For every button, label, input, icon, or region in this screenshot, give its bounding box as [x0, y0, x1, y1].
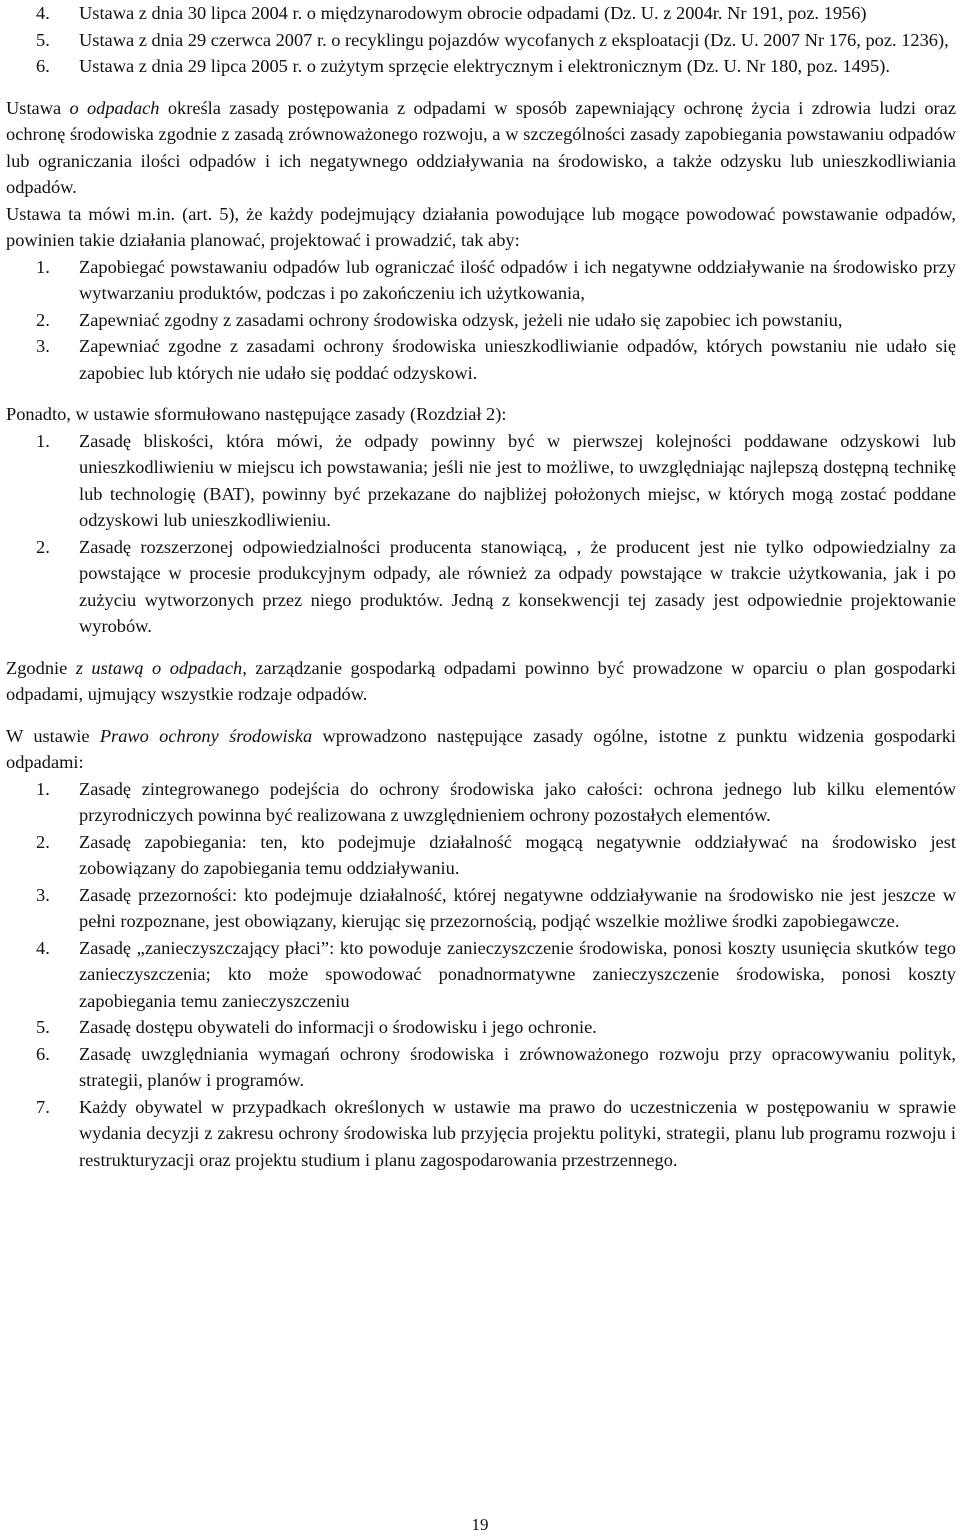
- italic-act-title: o odpadach: [69, 97, 160, 118]
- text-run: Zgodnie: [6, 657, 76, 678]
- list-number: 2.: [36, 536, 50, 557]
- list-text: Zasadę zintegrowanego podejścia do ochrony środowiska jako całości: ochrona jednego lub kilku elementów przyrodniczych powinna być realizowana z uwzględnieniem ochrony pozostałych elementów.: [79, 778, 956, 825]
- italic-act-title: Prawo ochrony środowiska: [99, 725, 313, 746]
- list-item: [6, 1041, 956, 1094]
- list-item: [6, 307, 956, 334]
- list-number: 4.: [36, 3, 50, 23]
- obligations-list: [6, 254, 956, 387]
- environmental-law-paragraph: [6, 723, 956, 776]
- list-number: 5.: [36, 1017, 50, 1037]
- general-principles-list: [6, 776, 956, 1174]
- list-number: 6.: [36, 56, 50, 76]
- principles-list: [6, 428, 956, 640]
- list-item: [6, 254, 956, 307]
- list-text: Ustawa z dnia 29 lipca 2005 r. o zużytym sprzęcie elektrycznym i elektronicznym (Dz. U. Nr 180, poz. 1495).: [79, 56, 890, 76]
- document-body: [6, 0, 956, 1173]
- list-text: Ustawa z dnia 29 czerwca 2007 r. o recyklingu pojazdów wycofanych z eksploatacji (Dz. U. 2007 Nr 176, poz. 1236),: [79, 29, 949, 50]
- list-number: 2.: [36, 309, 50, 330]
- list-number: 4.: [36, 937, 50, 958]
- list-number: 6.: [36, 1043, 50, 1064]
- list-item: [6, 333, 956, 386]
- list-text: Zapewniać zgodne z zasadami ochrony środowiska unieszkodliwianie odpadów, których powstaniu nie udało się zapobiec lub których nie udało się poddać odzyskowi.: [79, 336, 956, 383]
- text-run: zarządzanie gospodarką odpadami powinno być prowadzone w oparciu o plan gospodarki odpadami, ujmujący wszystkie rodzaje odpadów.: [6, 657, 956, 704]
- list-item: [6, 882, 956, 935]
- list-text: Zasadę bliskości, która mówi, że odpady powinny być w pierwszej kolejności poddawane odzyskowi lub unieszkodliwieniu w miejscu ich powstawania; jeśli nie jest to możliwe, to uwzględniając najlepszą dostępną technikę lub technologię (BAT), powinny być przekazane do najbliżej położonych miejsc, w których mogą zostać poddane odzyskowi lub unieszkodliwieniu.: [79, 430, 956, 530]
- page-number: 19: [471, 1515, 489, 1534]
- list-item: [6, 829, 956, 882]
- article-5-paragraph: Ustawa ta mówi m.in. (art. 5), że każdy podejmujący działania powodujące lub mogące powodować powstawanie odpadów, powinien takie działania planować, projektować i prowadzić, tak aby:: [6, 203, 956, 250]
- text-run: Ustawa: [6, 97, 70, 118]
- list-number: 2.: [36, 831, 50, 852]
- list-number: 1.: [36, 256, 50, 277]
- text-run: wprowadzono następujące zasady ogólne, istotne z punktu widzenia gospodarki odpadami:: [6, 725, 956, 772]
- list-item: [6, 1014, 956, 1041]
- list-text: Zasadę uwzględniania wymagań ochrony środowiska i zrównoważonego rozwoju przy opracowywaniu polityk, strategii, planów i programów.: [79, 1043, 956, 1090]
- list-item: [6, 534, 956, 640]
- waste-plan-paragraph: [6, 655, 956, 708]
- waste-act-paragraph: [6, 95, 956, 201]
- list-number: 1.: [36, 430, 50, 451]
- list-text: Każdy obywatel w przypadkach określonych w ustawie ma prawo do uczestniczenia w postępowaniu w sprawie wydania decyzji z zakresu ochrony środowiska lub przyjęcia projektu polityki, strategii, planu lub programu rozwoju i restrukturyzacji oraz projektu studium i planu zagospodarowania przestrzennego.: [79, 1096, 956, 1170]
- list-text: Zasadę „zanieczyszczający płaci”: kto powoduje zanieczyszczenie środowiska, ponosi koszty usunięcia skutków tego zanieczyszczenia; kto może spowodować ponadnormatywne zanieczyszczenie środowiska, ponosi koszty zapobiegania temu zanieczyszczeniu: [79, 937, 956, 1011]
- list-item: [6, 1094, 956, 1174]
- list-text: Zasadę zapobiegania: ten, kto podejmuje działalność mogącą negatywnie oddziaływać na środowisko jest zobowiązany do zapobiegania temu oddziaływaniu.: [79, 831, 956, 878]
- list-text: Zapobiegać powstawaniu odpadów lub ograniczać ilość odpadów i ich negatywne oddziaływanie na środowisko przy wytwarzaniu produktów, podczas i po zakończeniu ich użytkowania,: [79, 256, 956, 303]
- list-item: [6, 53, 956, 80]
- list-item: [6, 0, 956, 27]
- list-number: 3.: [36, 884, 50, 905]
- list-item: [6, 27, 956, 54]
- legislation-list: [6, 0, 956, 80]
- list-text: Zasadę rozszerzonej odpowiedzialności producenta stanowiącą, , że producent jest nie tylko odpowiedzialny za powstające w procesie produkcyjnym odpady, ale również za odpady powstające w trakcie użytkowania, jak i po zużyciu wytworzonych przez niego produktów. Jedną z konsekwencji tej zasady jest odpowiednie projektowanie wyrobów.: [79, 536, 956, 636]
- list-text: Zapewniać zgodny z zasadami ochrony środowiska odzysk, jeżeli nie udało się zapobiec ich powstaniu,: [79, 309, 843, 330]
- list-number: 1.: [36, 778, 50, 799]
- text-run: określa zasady postępowania z odpadami w sposób zapewniający ochronę życia i zdrowia ludzi oraz ochronę środowiska zgodnie z zasadą zrównoważonego rozwoju, a w szczególności zasady zapobiegania powstawaniu odpadów lub ograniczania ilości odpadów i ich negatywnego oddziaływania na środowisko, a także odzysku lub unieszkodliwiania odpadów.: [6, 97, 956, 197]
- italic-act-title: z ustawą o odpadach,: [75, 657, 247, 678]
- list-text: Zasadę dostępu obywateli do informacji o środowisku i jego ochronie.: [79, 1017, 597, 1037]
- list-number: 7.: [36, 1096, 50, 1117]
- list-number: 5.: [36, 29, 50, 50]
- list-text: Zasadę przezorności: kto podejmuje działalność, której negatywne oddziaływanie na środowisko nie jest jeszcze w pełni rozpoznane, jest obowiązany, kierując się przezornością, podjąć wszelkie możliwe środki zapobiegawcze.: [79, 884, 956, 931]
- text-run: W ustawie: [6, 725, 100, 746]
- list-text: Ustawa z dnia 30 lipca 2004 r. o międzynarodowym obrocie odpadami (Dz. U. z 2004r. Nr 191, poz. 1956): [79, 3, 867, 23]
- list-number: 3.: [36, 336, 50, 356]
- list-item: [6, 935, 956, 1015]
- principles-intro-paragraph: Ponadto, w ustawie sformułowano następujące zasady (Rozdział 2):: [6, 404, 507, 424]
- list-item: [6, 776, 956, 829]
- list-item: [6, 428, 956, 534]
